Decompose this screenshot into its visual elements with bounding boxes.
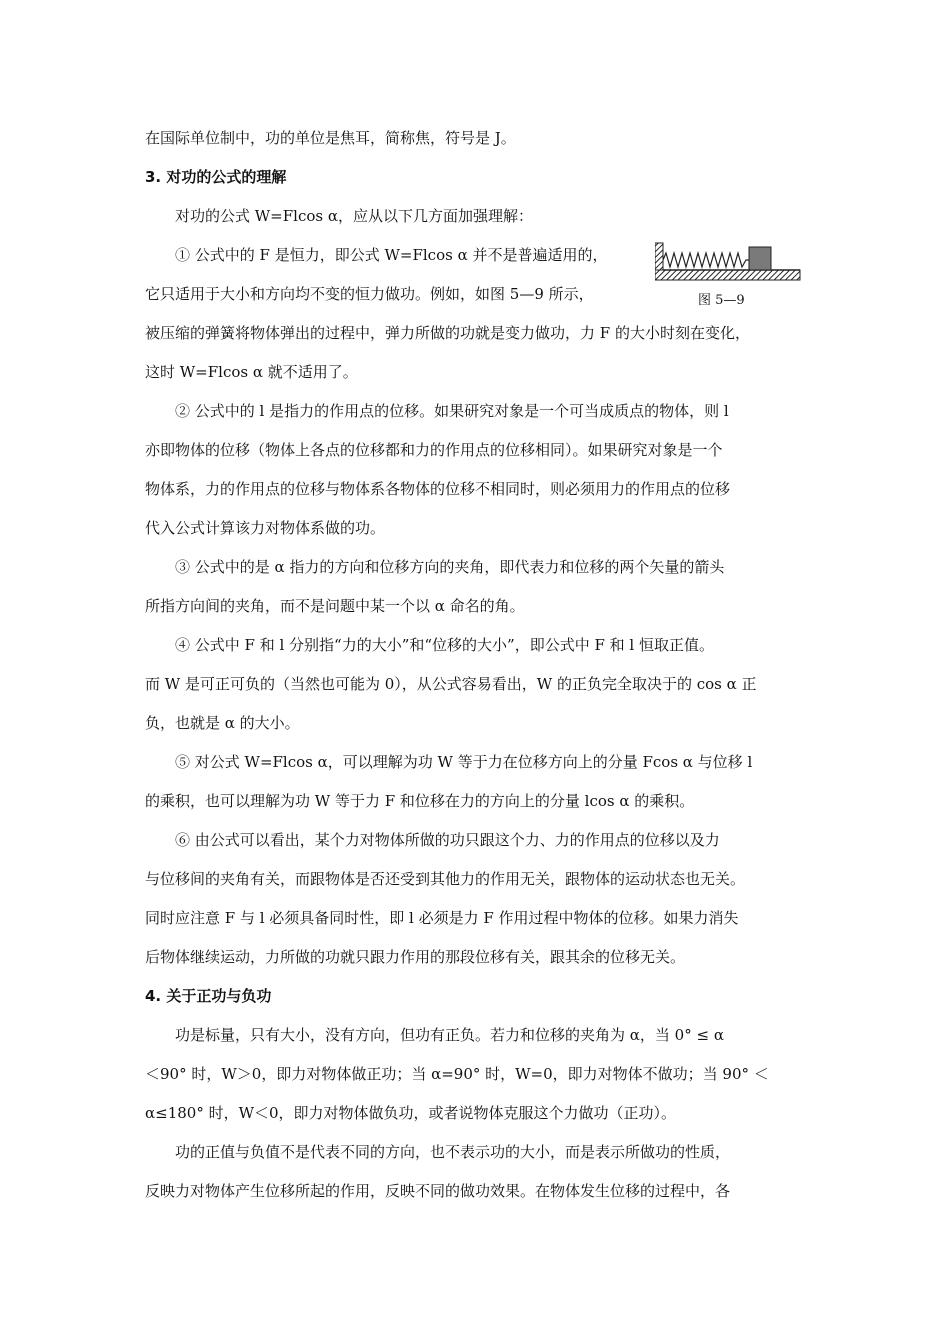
- paragraph-line: 负，也就是 α 的大小。: [145, 714, 300, 732]
- paragraph-line: 它只适用于大小和方向均不变的恒力做功。例如，如图 5—9 所示，: [145, 285, 594, 303]
- paragraph-line: 与位移间的夹角有关，而跟物体是否还受到其他力的作用无关，跟物体的运动状态也无关。: [145, 870, 746, 888]
- paragraph-line: α≤180° 时，W＜0，即力对物体做负功，或者说物体克服这个力做功（正功）。: [145, 1104, 677, 1122]
- paragraph-line: ⑥ 由公式可以看出，某个力对物体所做的功只跟这个力、力的作用点的位移以及力: [175, 831, 720, 849]
- paragraph-line: ＜90° 时，W＞0，即力对物体做正功；当 α=90° 时，W=0，即力对物体不做功；当 90° ＜: [145, 1065, 769, 1083]
- paragraph-line: ⑤ 对公式 W=Flcos α，可以理解为功 W 等于力在位移方向上的分量 Fcos α 与位移 l: [175, 753, 753, 771]
- floor: [655, 270, 800, 280]
- paragraph-line: 同时应注意 F 与 l 必须具备同时性，即 l 必须是力 F 作用过程中物体的位移。如果力消失: [145, 909, 739, 927]
- paragraph-line: 对功的公式 W=Flcos α，应从以下几方面加强理解：: [175, 207, 533, 225]
- paragraph-line: 代入公式计算该力对物体系做的功。: [145, 519, 386, 537]
- paragraph-line: 所指方向间的夹角，而不是问题中某一个以 α 命名的角。: [145, 597, 525, 615]
- paragraph-line: 被压缩的弹簧将物体弹出的过程中，弹力所做的功就是变力做功，力 F 的大小时刻在变化，: [145, 324, 750, 342]
- paragraph-line: 后物体继续运动，力所做的功就只跟力作用的那段位移有关，跟其余的位移无关。: [145, 948, 686, 966]
- figure-caption: 图 5—9: [698, 293, 745, 308]
- paragraph-line: 的乘积，也可以理解为功 W 等于力 F 和位移在力的方向上的分量 lcos α 的乘积。: [145, 792, 695, 810]
- paragraph-line: 功的正值与负值不是代表不同的方向，也不表示功的大小，而是表示所做功的性质，: [175, 1143, 731, 1161]
- paragraph-line: ① 公式中的 F 是恒力，即公式 W=Flcos α 并不是普遍适用的，: [175, 246, 608, 264]
- paragraph-line: ④ 公式中 F 和 l 分别指“力的大小”和“位移的大小”，即公式中 F 和 l 恒取正值。: [175, 636, 714, 654]
- section-heading: 3. 对功的公式的理解: [145, 168, 287, 186]
- paragraph-line: 亦即物体的位移（物体上各点的位移都和力的作用点的位移相同）。如果研究对象是一个: [145, 441, 723, 459]
- paragraph-line: ③ 公式中的是 α 指力的方向和位移方向的夹角，即代表力和位移的两个矢量的箭头: [175, 558, 725, 576]
- paragraph-line: 这时 W=Flcos α 就不适用了。: [145, 363, 358, 381]
- paragraph-line: 而 W 是可正可负的（当然也可能为 0），从公式容易看出，W 的正负完全取决于的 cos α 正: [145, 675, 757, 693]
- block: [749, 247, 771, 270]
- paragraph-line: 反映力对物体产生位移所起的作用，反映不同的做功效果。在物体发生位移的过程中，各: [145, 1182, 731, 1200]
- paragraph-line: 在国际单位制中，功的单位是焦耳，简称焦，符号是 J。: [145, 129, 516, 147]
- paragraph-line: 物体系，力的作用点的位移与物体系各物体的位移不相同时，则必须用力的作用点的位移: [145, 480, 731, 498]
- section-heading: 4. 关于正功与负功: [145, 987, 272, 1005]
- spring: [663, 253, 749, 267]
- paragraph-line: ② 公式中的 l 是指力的作用点的位移。如果研究对象是一个可当成质点的物体，则 l: [175, 402, 729, 420]
- paragraph-line: 功是标量，只有大小，没有方向，但功有正负。若力和位移的夹角为 α，当 0° ≤ α: [175, 1026, 724, 1044]
